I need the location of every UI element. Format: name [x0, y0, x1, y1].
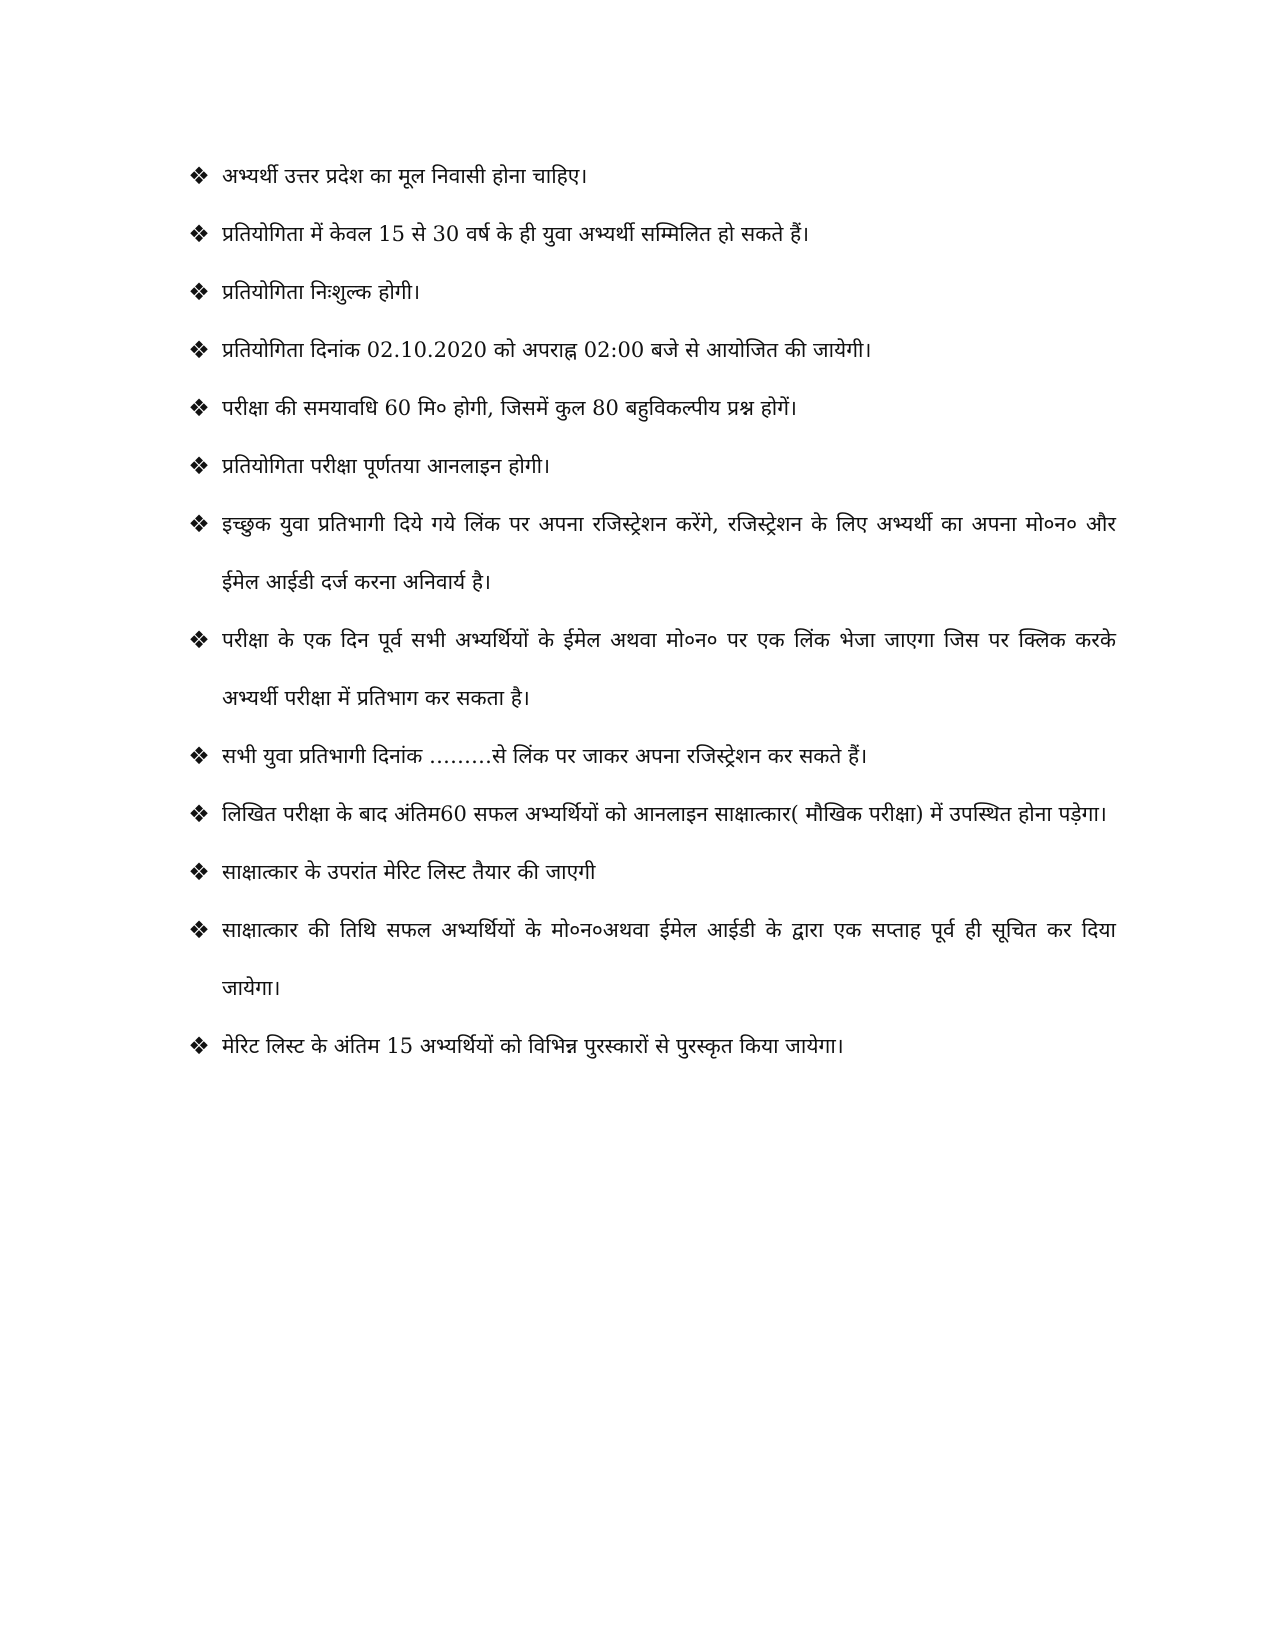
list-item — [186, 785, 1116, 843]
list-item — [186, 727, 1116, 785]
rule-text: मेरिट लिस्ट के अंतिम 15 अभ्यर्थियों को विभिन्न पुरस्कारों से पुरस्कृत किया जायेगा। — [222, 1034, 844, 1058]
rule-text: प्रतियोगिता परीक्षा पूर्णतया आनलाइन होगी। — [222, 454, 551, 478]
rule-text: प्रतियोगिता दिनांक 02.10.2020 को अपराह्न 02:00 बजे से आयोजित की जायेगी। — [222, 338, 872, 362]
rule-text: साक्षात्कार की तिथि सफल अभ्यर्थियों के मो०न०अथवा ईमेल आईडी के द्वारा एक सप्ताह पूर्व ही सूचित कर दिया जायेगा। — [222, 918, 1116, 1000]
four-diamond-bullet-icon: ❖ — [188, 858, 210, 886]
list-item — [186, 495, 1116, 611]
rule-text: परीक्षा की समयावधि 60 मि० होगी, जिसमें कुल 80 बहुविकल्पीय प्रश्न होगें। — [222, 396, 797, 420]
list-item — [186, 901, 1116, 1017]
four-diamond-bullet-icon: ❖ — [188, 162, 210, 190]
rules-list — [186, 147, 1116, 1075]
rule-text: लिखित परीक्षा के बाद अंतिम60 सफल अभ्यर्थियों को आनलाइन साक्षात्कार( मौखिक परीक्षा) में उपस्थित होना पड़ेगा। — [222, 802, 1107, 826]
list-item — [186, 1017, 1116, 1075]
rule-text: सभी युवा प्रतिभागी दिनांक ………से लिंक पर जाकर अपना रजिस्ट्रेशन कर सकते हैं। — [222, 744, 868, 768]
list-item — [186, 437, 1116, 495]
rule-text: प्रतियोगिता निःशुल्क होगी। — [222, 280, 421, 304]
four-diamond-bullet-icon: ❖ — [188, 394, 210, 422]
rule-text: साक्षात्कार के उपरांत मेरिट लिस्ट तैयार की जाएगी — [222, 860, 596, 884]
four-diamond-bullet-icon: ❖ — [188, 278, 210, 306]
four-diamond-bullet-icon: ❖ — [188, 1032, 210, 1060]
list-item — [186, 205, 1116, 263]
four-diamond-bullet-icon: ❖ — [188, 742, 210, 770]
four-diamond-bullet-icon: ❖ — [188, 626, 210, 654]
list-item — [186, 843, 1116, 901]
four-diamond-bullet-icon: ❖ — [188, 510, 210, 538]
list-item — [186, 611, 1116, 727]
rule-text: परीक्षा के एक दिन पूर्व सभी अभ्यर्थियों के ईमेल अथवा मो०न० पर एक लिंक भेजा जाएगा जिस पर क्लिक करके अभ्यर्थी परीक्षा में प्रतिभाग कर सकता है। — [222, 628, 1116, 710]
four-diamond-bullet-icon: ❖ — [188, 916, 210, 944]
rule-text: अभ्यर्थी उत्तर प्रदेश का मूल निवासी होना चाहिए। — [222, 164, 588, 188]
four-diamond-bullet-icon: ❖ — [188, 800, 210, 828]
list-item — [186, 379, 1116, 437]
four-diamond-bullet-icon: ❖ — [188, 336, 210, 364]
list-item — [186, 147, 1116, 205]
four-diamond-bullet-icon: ❖ — [188, 220, 210, 248]
rule-text: प्रतियोगिता में केवल 15 से 30 वर्ष के ही युवा अभ्यर्थी सम्मिलित हो सकते हैं। — [222, 222, 810, 246]
list-item — [186, 263, 1116, 321]
list-item — [186, 321, 1116, 379]
four-diamond-bullet-icon: ❖ — [188, 452, 210, 480]
rule-text: इच्छुक युवा प्रतिभागी दिये गये लिंक पर अपना रजिस्ट्रेशन करेंगे, रजिस्ट्रेशन के लिए अभ्यर्थी का अपना मो०न० और ईमेल आईडी दर्ज करना अनिवार्य है। — [222, 512, 1116, 594]
